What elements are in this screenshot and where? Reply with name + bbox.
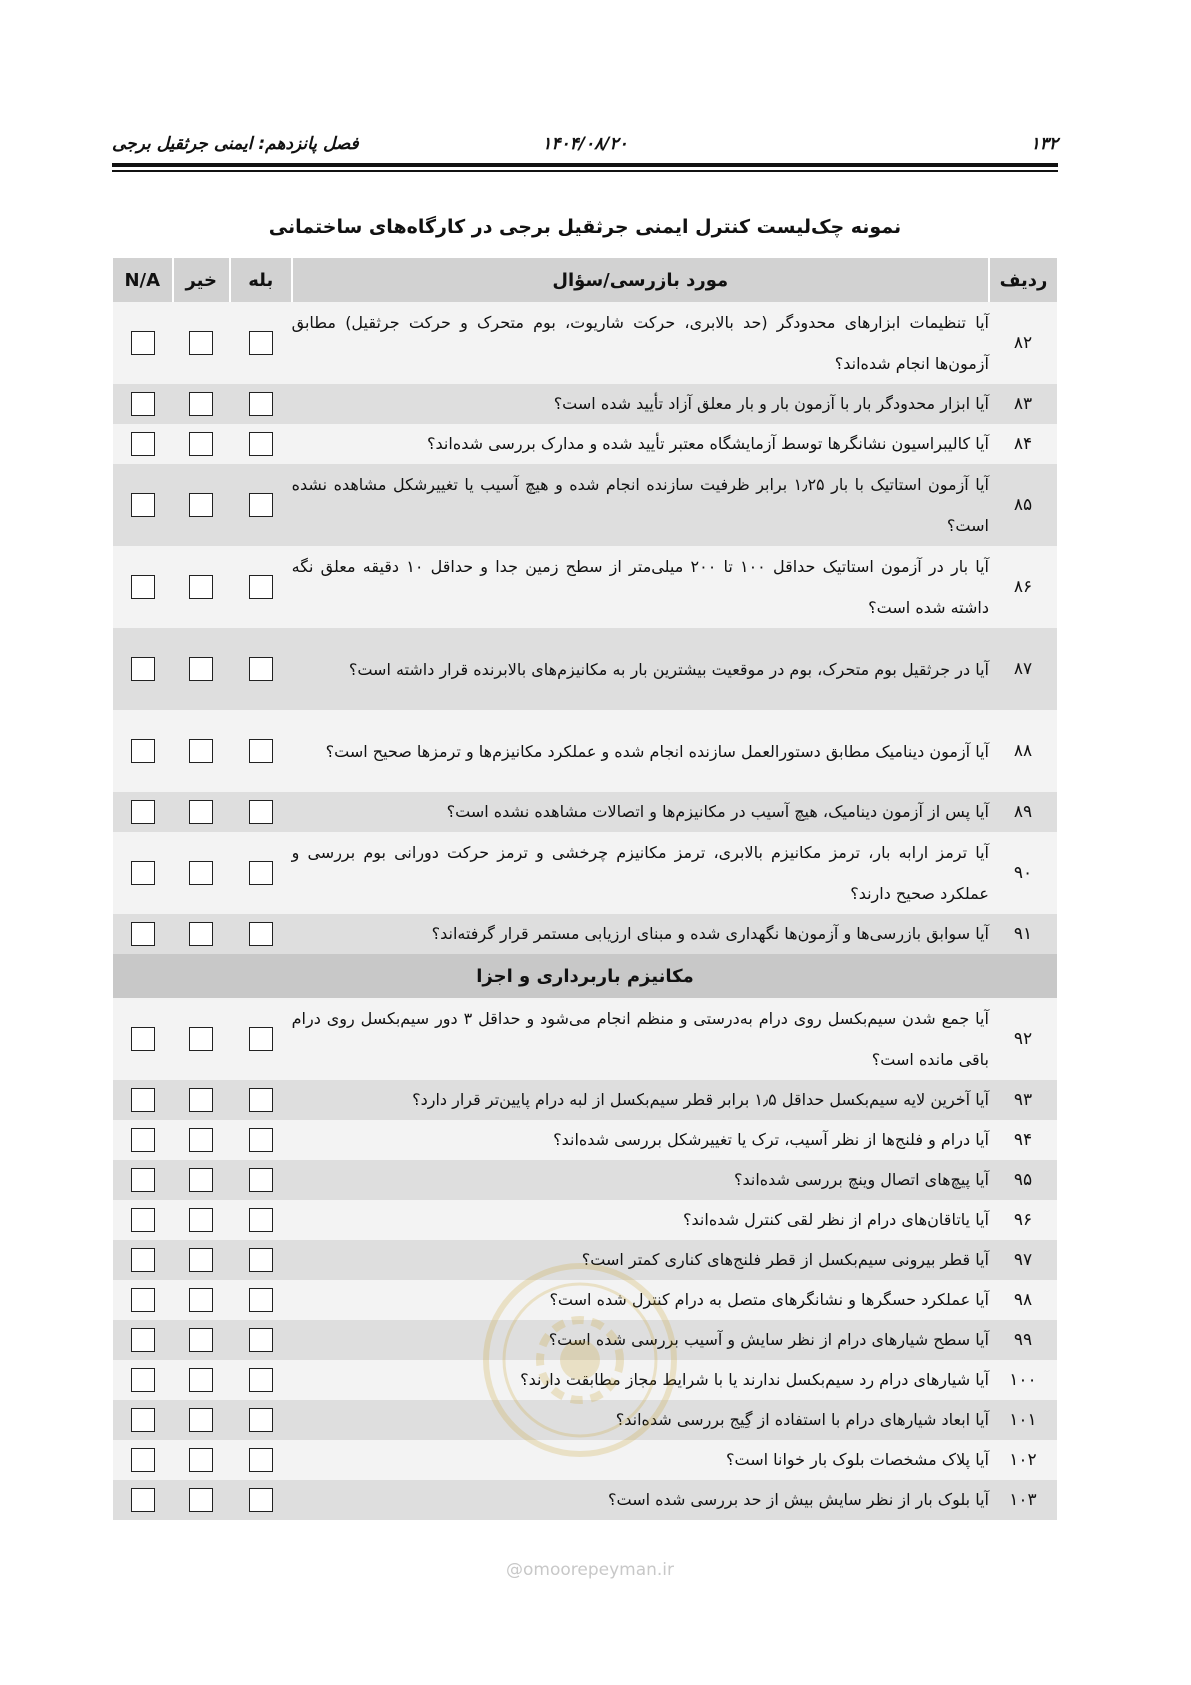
no-checkbox[interactable] [189,739,213,763]
row-number: ۸۳ [989,384,1057,424]
na-checkbox[interactable] [131,1328,155,1352]
col-header-na: N/A [113,258,173,302]
na-checkbox[interactable] [131,493,155,517]
row-number: ۹۰ [989,832,1057,914]
question-text: آیا پلاک مشخصات بلوک بار خوانا است؟ [292,1440,989,1480]
table-row [113,464,1057,546]
footer-website: @omoorepeyman.ir [505,1560,675,1580]
no-checkbox[interactable] [189,800,213,824]
yes-checkbox[interactable] [249,1168,273,1192]
section-row [113,954,1057,998]
no-checkbox[interactable] [189,331,213,355]
question-text: آیا آزمون استاتیک با بار ۱٫۲۵ برابر ظرفیت سازنده انجام شده و هیچ آسیب یا تغییرشکل مشاهده نشده است؟ [292,464,989,546]
no-checkbox[interactable] [189,1368,213,1392]
na-checkbox[interactable] [131,1088,155,1112]
table-row [113,792,1057,832]
table-row [113,384,1057,424]
header-rule-thick [112,163,1058,167]
yes-checkbox[interactable] [249,1328,273,1352]
na-checkbox[interactable] [131,331,155,355]
row-number: ۹۵ [989,1160,1057,1200]
yes-checkbox[interactable] [249,432,273,456]
question-text: آیا عملکرد حسگرها و نشانگرهای متصل به درام کنترل شده است؟ [292,1280,989,1320]
yes-checkbox[interactable] [249,800,273,824]
row-number: ۸۵ [989,464,1057,546]
header-date: ۱۴۰۴/۰۸/۲۰ [542,134,628,154]
table-row [113,1120,1057,1160]
na-checkbox[interactable] [131,392,155,416]
page-number: ۱۳۲ [1030,134,1058,154]
row-number: ۹۲ [989,998,1057,1080]
yes-checkbox[interactable] [249,861,273,885]
table-header-row [113,258,1057,302]
col-header-item: مورد بازرسی/سؤال [292,258,989,302]
no-checkbox[interactable] [189,861,213,885]
row-number: ۹۸ [989,1280,1057,1320]
yes-checkbox[interactable] [249,1488,273,1512]
row-number: ۱۰۲ [989,1440,1057,1480]
na-checkbox[interactable] [131,1208,155,1232]
no-checkbox[interactable] [189,657,213,681]
no-checkbox[interactable] [189,1248,213,1272]
question-text: آیا ابزار محدودگر بار با آزمون بار و بار معلق آزاد تأیید شده است؟ [292,384,989,424]
na-checkbox[interactable] [131,432,155,456]
yes-checkbox[interactable] [249,1128,273,1152]
row-number: ۸۶ [989,546,1057,628]
col-header-yes: بله [230,258,292,302]
table-row [113,302,1057,384]
na-checkbox[interactable] [131,1027,155,1051]
question-text: آیا سطح شیارهای درام از نظر سایش و آسیب بررسی شده است؟ [292,1320,989,1360]
no-checkbox[interactable] [189,432,213,456]
na-checkbox[interactable] [131,1488,155,1512]
na-checkbox[interactable] [131,1448,155,1472]
question-text: آیا یاتاقان‌های درام از نظر لقی کنترل شده‌اند؟ [292,1200,989,1240]
no-checkbox[interactable] [189,493,213,517]
col-header-row: ردیف [989,258,1057,302]
section-title: مکانیزم باربرداری و اجزا [113,954,1057,998]
row-number: ۸۴ [989,424,1057,464]
no-checkbox[interactable] [189,1088,213,1112]
na-checkbox[interactable] [131,800,155,824]
row-number: ۱۰۰ [989,1360,1057,1400]
yes-checkbox[interactable] [249,392,273,416]
row-number: ۸۹ [989,792,1057,832]
yes-checkbox[interactable] [249,1368,273,1392]
table-row [113,710,1057,792]
no-checkbox[interactable] [189,1448,213,1472]
watermark-seal-icon [480,1260,680,1460]
table-row [113,1480,1057,1520]
question-text: آیا آزمون دینامیک مطابق دستورالعمل سازنده انجام شده و عملکرد مکانیزم‌ها و ترمزها صحیح است؟ [292,710,989,792]
no-checkbox[interactable] [189,1208,213,1232]
question-text: آیا آخرین لایه سیم‌بکسل حداقل ۱٫۵ برابر قطر سیم‌بکسل از لبه درام پایین‌تر قرار دارد؟ [292,1080,989,1120]
na-checkbox[interactable] [131,922,155,946]
question-text: آیا پیچ‌های اتصال وینچ بررسی شده‌اند؟ [292,1160,989,1200]
question-text: آیا در جرثقیل بوم متحرک، بوم در موقعیت بیشترین بار به مکانیزم‌های بالابرنده قرار داشته است؟ [292,628,989,710]
yes-checkbox[interactable] [249,922,273,946]
no-checkbox[interactable] [189,1027,213,1051]
question-text: آیا بلوک بار از نظر سایش بیش از حد بررسی شده است؟ [292,1480,989,1520]
no-checkbox[interactable] [189,1168,213,1192]
yes-checkbox[interactable] [249,1088,273,1112]
question-text: آیا سوابق بازرسی‌ها و آزمون‌ها نگهداری شده و مبنای ارزیابی مستمر قرار گرفته‌اند؟ [292,914,989,954]
na-checkbox[interactable] [131,1368,155,1392]
yes-checkbox[interactable] [249,1408,273,1432]
na-checkbox[interactable] [131,1128,155,1152]
no-checkbox[interactable] [189,575,213,599]
question-text: آیا پس از آزمون دینامیک، هیچ آسیب در مکانیزم‌ها و اتصالات مشاهده نشده است؟ [292,792,989,832]
yes-checkbox[interactable] [249,657,273,681]
row-number: ۹۳ [989,1080,1057,1120]
page-title: نمونه چک‌لیست کنترل ایمنی جرثقیل برجی در کارگاه‌های ساختمانی [268,216,902,238]
yes-checkbox[interactable] [249,331,273,355]
row-number: ۱۰۱ [989,1400,1057,1440]
yes-checkbox[interactable] [249,1208,273,1232]
no-checkbox[interactable] [189,922,213,946]
table-row [113,424,1057,464]
no-checkbox[interactable] [189,1128,213,1152]
na-checkbox[interactable] [131,657,155,681]
row-number: ۹۴ [989,1120,1057,1160]
table-row [113,628,1057,710]
table-row [113,998,1057,1080]
chapter-title: فصل پانزدهم: ایمنی جرثقیل برجی [112,134,359,154]
row-number: ۸۷ [989,628,1057,710]
table-row [113,1160,1057,1200]
row-number: ۹۹ [989,1320,1057,1360]
na-checkbox[interactable] [131,1288,155,1312]
row-number: ۹۶ [989,1200,1057,1240]
table-row [113,1080,1057,1120]
yes-checkbox[interactable] [249,493,273,517]
table-row [113,832,1057,914]
page-header [112,126,1058,166]
na-checkbox[interactable] [131,575,155,599]
table-row [113,1200,1057,1240]
no-checkbox[interactable] [189,1408,213,1432]
question-text: آیا شیارهای درام رد سیم‌بکسل ندارند یا با شرایط مجاز مطابقت دارند؟ [292,1360,989,1400]
row-number: ۸۲ [989,302,1057,384]
question-text: آیا بار در آزمون استاتیک حداقل ۱۰۰ تا ۲۰۰ میلی‌متر از سطح زمین جدا و حداقل ۱۰ دقیقه معلق نگه داشته شده است؟ [292,546,989,628]
na-checkbox[interactable] [131,1248,155,1272]
row-number: ۹۷ [989,1240,1057,1280]
no-checkbox[interactable] [189,1328,213,1352]
question-text: آیا درام و فلنج‌ها از نظر آسیب، ترک یا تغییرشکل بررسی شده‌اند؟ [292,1120,989,1160]
question-text: آیا قطر بیرونی سیم‌بکسل از قطر فلنج‌های کناری کمتر است؟ [292,1240,989,1280]
yes-checkbox[interactable] [249,1248,273,1272]
na-checkbox[interactable] [131,1408,155,1432]
na-checkbox[interactable] [131,861,155,885]
na-checkbox[interactable] [131,739,155,763]
row-number: ۹۱ [989,914,1057,954]
table-row [113,546,1057,628]
question-text: آیا ترمز ارابه بار، ترمز مکانیزم بالابری، ترمز مکانیزم چرخشی و ترمز حرکت دورانی بوم بررسی و عملکرد صحیح دارند؟ [292,832,989,914]
yes-checkbox[interactable] [249,1288,273,1312]
row-number: ۱۰۳ [989,1480,1057,1520]
question-text: آیا جمع شدن سیم‌بکسل روی درام به‌درستی و منظم انجام می‌شود و حداقل ۳ دور سیم‌بکسل روی درام باقی مانده است؟ [292,998,989,1080]
question-text: آیا تنظیمات ابزارهای محدودگر (حد بالابری، حرکت شاریوت، بوم متحرک و حرکت جرثقیل) مطابق آزمون‌ها انجام شده‌اند؟ [292,302,989,384]
no-checkbox[interactable] [189,392,213,416]
header-rule-thin [112,170,1058,172]
yes-checkbox[interactable] [249,1448,273,1472]
question-text: آیا کالیبراسیون نشانگرها توسط آزمایشگاه معتبر تأیید شده و مدارک بررسی شده‌اند؟ [292,424,989,464]
no-checkbox[interactable] [189,1288,213,1312]
yes-checkbox[interactable] [249,739,273,763]
question-text: آیا ابعاد شیارهای درام با استفاده از گِیج بررسی شده‌اند؟ [292,1400,989,1440]
na-checkbox[interactable] [131,1168,155,1192]
col-header-no: خیر [173,258,230,302]
table-row [113,914,1057,954]
yes-checkbox[interactable] [249,575,273,599]
no-checkbox[interactable] [189,1488,213,1512]
row-number: ۸۸ [989,710,1057,792]
yes-checkbox[interactable] [249,1027,273,1051]
